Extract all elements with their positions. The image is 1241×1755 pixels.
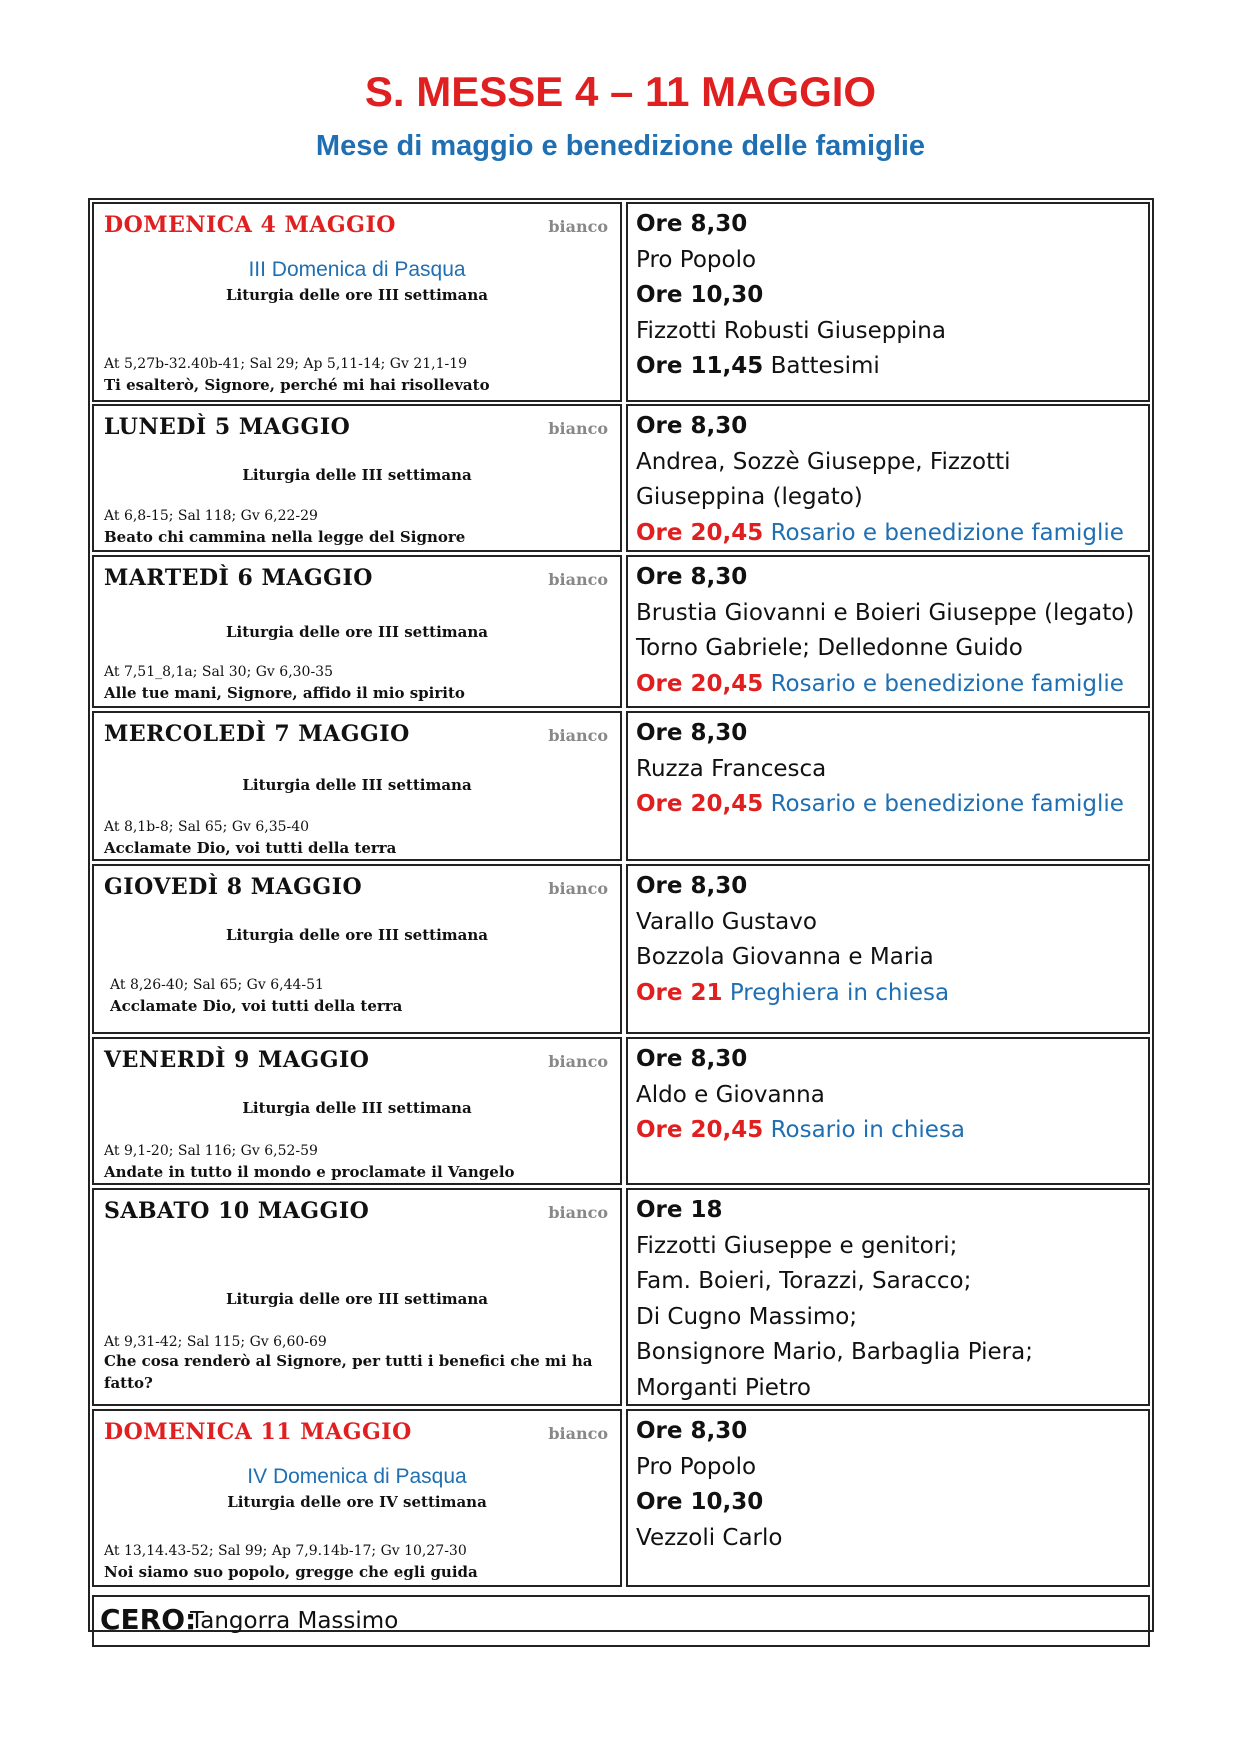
cero-name: Tangorra Massimo — [190, 1608, 399, 1634]
mass-time: Ore 8,30 — [636, 1418, 748, 1444]
mass-intentions-cell — [626, 711, 1150, 861]
day-liturgy-cell — [92, 711, 622, 861]
mass-line — [636, 1521, 1144, 1557]
mass-time: Ore 8,30 — [636, 873, 748, 899]
mass-time: Ore 8,30 — [636, 720, 748, 746]
mass-line — [636, 314, 1144, 350]
mass-line — [636, 480, 1144, 516]
feast-name: III Domenica di Pasqua — [248, 258, 466, 281]
intention-text: Vezzoli Carlo — [636, 1524, 783, 1551]
mass-lines — [636, 409, 1144, 551]
mass-intentions-cell — [626, 864, 1150, 1034]
intention-text: Fizzotti Giuseppe e genitori; — [636, 1232, 958, 1259]
intention-text: Bonsignore Mario, Barbaglia Piera; — [636, 1339, 1033, 1365]
mass-line — [636, 1229, 1144, 1265]
liturgy-week: Liturgia delle ore III settimana — [225, 286, 488, 304]
liturgical-color: bianco — [548, 1203, 608, 1222]
mass-lines — [636, 869, 1144, 1011]
day-heading: LUNEDÌ 5 MAGGIO — [104, 414, 351, 440]
day-liturgy-cell — [92, 555, 622, 708]
scripture-references: At 9,1-20; Sal 116; Gv 6,52-59 — [104, 1143, 318, 1159]
mass-lines — [636, 560, 1144, 702]
mass-line — [636, 1414, 1144, 1450]
scripture-references: At 6,8-15; Sal 118; Gv 6,22-29 — [104, 508, 318, 524]
day-heading: VENERDÌ 9 MAGGIO — [104, 1047, 370, 1073]
mass-line — [636, 516, 1144, 552]
liturgy-week: Liturgia delle III settimana — [242, 776, 472, 794]
mass-time: Ore 20,45 — [636, 1117, 764, 1143]
intention-text: Pro Popolo — [636, 1453, 757, 1480]
mass-line — [636, 940, 1144, 976]
intention-text: Giuseppina (legato) — [636, 484, 863, 510]
mass-time: Ore 8,30 — [636, 564, 748, 590]
mass-line — [636, 278, 1144, 314]
mass-line — [636, 1485, 1144, 1521]
mass-lines — [636, 1042, 1144, 1149]
mass-line — [636, 1042, 1144, 1078]
mass-lines — [636, 1193, 1144, 1406]
liturgy-week: Liturgia delle III settimana — [242, 466, 472, 484]
mass-lines — [636, 716, 1144, 823]
mass-time: Ore 10,30 — [636, 282, 764, 308]
page-subtitle: Mese di maggio e benedizione delle famiglie — [315, 130, 926, 162]
day-heading: MARTEDÌ 6 MAGGIO — [104, 565, 373, 591]
psalm-response: Acclamate Dio, voi tutti della terra — [110, 997, 403, 1015]
page-title: S. MESSE 4 – 11 MAGGIO — [364, 68, 877, 115]
day-heading: DOMENICA 4 MAGGIO — [104, 212, 396, 238]
day-liturgy-cell — [92, 1037, 622, 1185]
mass-time: Ore 20,45 — [636, 519, 764, 546]
mass-time: Ore 10,30 — [636, 1489, 764, 1515]
mass-line — [636, 1113, 1144, 1149]
mass-line — [636, 445, 1144, 481]
mass-line — [636, 1193, 1144, 1229]
scripture-references: At 7,51_8,1a; Sal 30; Gv 6,30-35 — [104, 664, 333, 680]
mass-line — [636, 716, 1144, 752]
psalm-response: Alle tue mani, Signore, affido il mio spirito — [104, 684, 465, 702]
day-liturgy-cell — [92, 1188, 622, 1406]
mass-line — [636, 349, 1144, 385]
liturgical-color: bianco — [548, 217, 608, 236]
intention-text: Battesimi — [763, 353, 880, 379]
psalm-response: Andate in tutto il mondo e proclamate il Vangelo — [104, 1163, 515, 1181]
intention-text: Rosario e benedizione famiglie — [763, 670, 1124, 697]
mass-intentions-cell — [626, 1409, 1150, 1587]
intention-text: Brustia Giovanni e Boieri Giuseppe (legato) — [636, 599, 1135, 626]
mass-line — [636, 1450, 1144, 1486]
mass-lines — [636, 207, 1144, 385]
mass-line — [636, 667, 1144, 703]
mass-line — [636, 1078, 1144, 1114]
mass-line — [636, 1264, 1144, 1300]
liturgical-color: bianco — [548, 570, 608, 589]
mass-line — [636, 752, 1144, 788]
liturgical-color: bianco — [548, 1424, 608, 1443]
mass-lines — [636, 1414, 1144, 1556]
liturgical-color: bianco — [548, 419, 608, 438]
mass-time: Ore 18 — [636, 1197, 723, 1223]
intention-text: Di Cugno Massimo; — [636, 1303, 858, 1330]
day-liturgy-cell — [92, 864, 622, 1034]
mass-line — [636, 1335, 1144, 1371]
liturgical-color: bianco — [548, 879, 608, 898]
liturgical-color: bianco — [548, 1052, 608, 1071]
day-liturgy-cell — [92, 404, 622, 552]
mass-line — [636, 243, 1144, 279]
mass-line — [636, 869, 1144, 905]
cero-label: CERO: — [100, 1603, 197, 1636]
intention-text: Rosario in chiesa — [763, 1117, 966, 1143]
intention-text: Ruzza Francesca — [636, 755, 827, 782]
intention-text: Morganti Pietro — [636, 1374, 811, 1401]
liturgy-week: Liturgia delle ore IV settimana — [227, 1493, 487, 1511]
psalm-response: Noi siamo suo popolo, gregge che egli guida — [104, 1563, 478, 1581]
day-liturgy-cell — [92, 202, 622, 402]
liturgy-week: Liturgia delle ore III settimana — [225, 1290, 488, 1308]
mass-time: Ore 8,30 — [636, 211, 748, 237]
mass-line — [636, 976, 1144, 1012]
intention-text: Aldo e Giovanna — [636, 1081, 825, 1108]
intention-text: Preghiera in chiesa — [722, 979, 950, 1006]
mass-line — [636, 596, 1144, 632]
mass-time: Ore 20,45 — [636, 791, 764, 817]
mass-line — [636, 631, 1144, 667]
psalm-response: Beato chi cammina nella legge del Signore — [104, 528, 466, 546]
liturgy-week: Liturgia delle ore III settimana — [225, 623, 488, 641]
intention-text: Andrea, Sozzè Giuseppe, Fizzotti — [636, 448, 1011, 475]
scripture-references: At 8,26-40; Sal 65; Gv 6,44-51 — [110, 977, 324, 993]
mass-time: Ore 21 — [636, 979, 723, 1006]
intention-text: Fizzotti Robusti Giuseppina — [636, 317, 946, 344]
day-heading: SABATO 10 MAGGIO — [104, 1198, 370, 1224]
scripture-references: At 9,31-42; Sal 115; Gv 6,60-69 — [104, 1334, 327, 1350]
liturgical-color: bianco — [548, 726, 608, 745]
mass-intentions-cell — [626, 404, 1150, 552]
mass-intentions-cell — [626, 1037, 1150, 1185]
intention-text: Fam. Boieri, Torazzi, Saracco; — [636, 1268, 972, 1294]
mass-intentions-cell — [626, 202, 1150, 402]
intention-text: Varallo Gustavo — [636, 908, 817, 935]
intention-text: Rosario e benedizione famiglie — [763, 791, 1124, 817]
liturgy-week: Liturgia delle ore III settimana — [225, 926, 488, 944]
mass-line — [636, 207, 1144, 243]
intention-text: Pro Popolo — [636, 246, 757, 273]
mass-line — [636, 1371, 1144, 1407]
mass-time: Ore 11,45 — [636, 353, 764, 379]
mass-line — [636, 1300, 1144, 1336]
day-heading: DOMENICA 11 MAGGIO — [104, 1419, 412, 1445]
scripture-references: At 13,14.43-52; Sal 99; Ap 7,9.14b-17; Gv 10,27-30 — [104, 1543, 467, 1559]
mass-intentions-cell — [626, 555, 1150, 708]
mass-time: Ore 8,30 — [636, 413, 748, 439]
day-heading: MERCOLEDÌ 7 MAGGIO — [104, 721, 410, 747]
intention-text: Bozzola Giovanna e Maria — [636, 944, 934, 970]
mass-time: Ore 20,45 — [636, 670, 764, 697]
scripture-references: At 8,1b-8; Sal 65; Gv 6,35-40 — [104, 819, 310, 835]
cero-row — [92, 1595, 1150, 1647]
intention-text: Rosario e benedizione famiglie — [763, 519, 1124, 546]
day-liturgy-cell — [92, 1409, 622, 1587]
mass-line — [636, 560, 1144, 596]
mass-line — [636, 787, 1144, 823]
mass-intentions-cell — [626, 1188, 1150, 1406]
psalm-response: Ti esalterò, Signore, perché mi hai risollevato — [104, 376, 490, 394]
psalm-response: Acclamate Dio, voi tutti della terra — [104, 839, 397, 857]
mass-line — [636, 905, 1144, 941]
scripture-references: At 5,27b-32.40b-41; Sal 29; Ap 5,11-14; Gv 21,1-19 — [104, 356, 468, 372]
mass-time: Ore 8,30 — [636, 1046, 748, 1072]
feast-name: IV Domenica di Pasqua — [247, 1465, 467, 1488]
mass-line — [636, 409, 1144, 445]
intention-text: Torno Gabriele; Delledonne Guido — [636, 635, 1023, 661]
day-heading: GIOVEDÌ 8 MAGGIO — [104, 874, 363, 900]
psalm-response: Che cosa renderò al Signore, per tutti i benefici che mi ha fatto? — [104, 1352, 593, 1392]
liturgy-week: Liturgia delle III settimana — [242, 1099, 472, 1117]
